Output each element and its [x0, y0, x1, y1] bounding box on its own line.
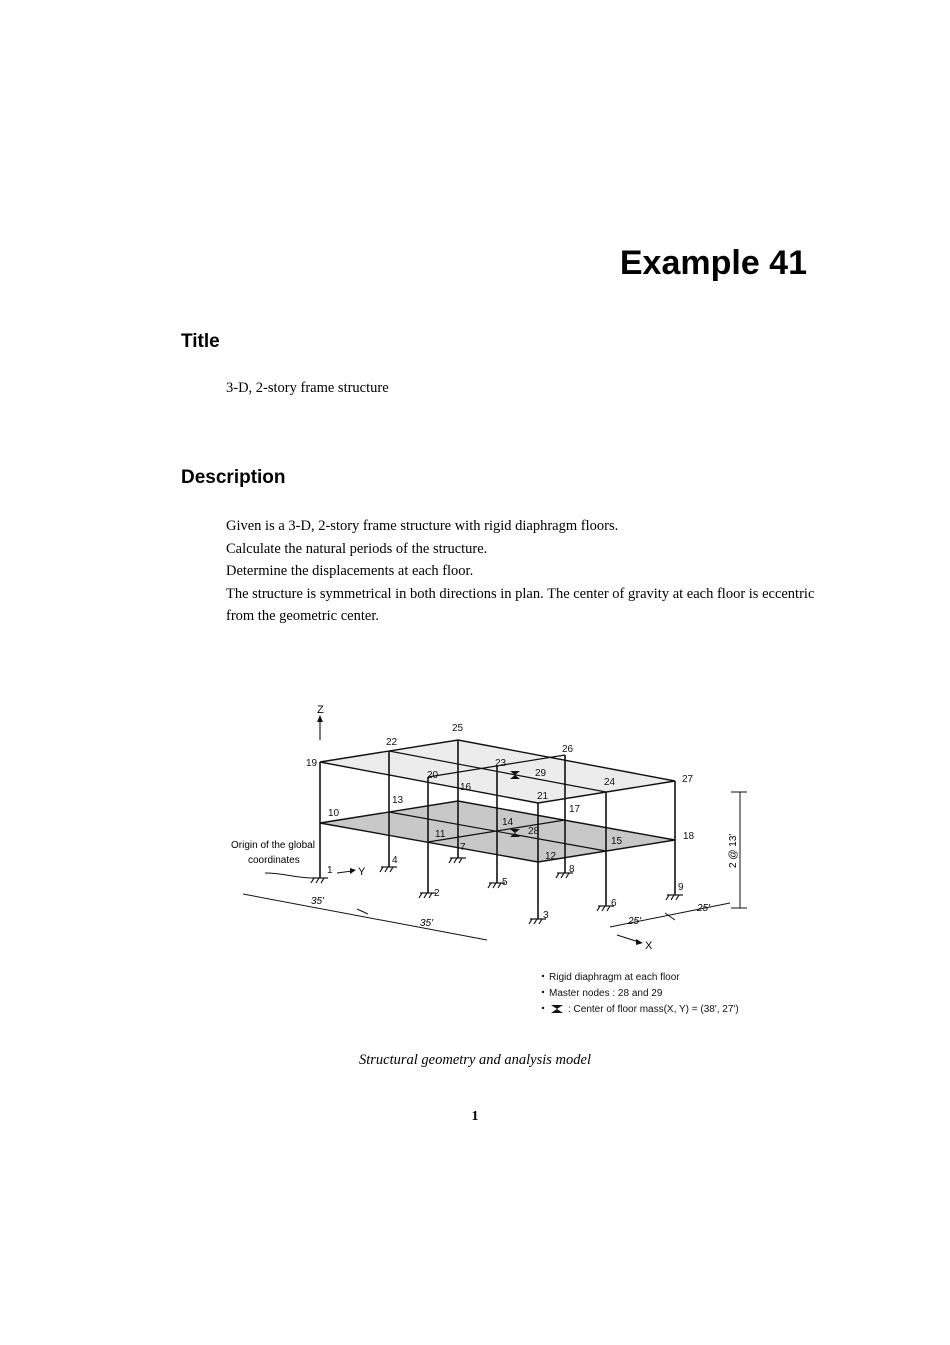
- node-label: 5: [502, 877, 508, 888]
- node-label: 2: [434, 888, 440, 899]
- node-label: 28: [528, 826, 540, 837]
- title-text: 3-D, 2-story frame structure: [226, 380, 389, 396]
- node-label: 7: [460, 842, 466, 853]
- origin-leader-line: [265, 873, 313, 878]
- node-label: 20: [427, 770, 439, 781]
- note-text: Master nodes : 28 and 29: [549, 988, 663, 999]
- page-title: Example 41: [619, 244, 807, 282]
- node-label: 24: [604, 777, 616, 788]
- node-label: 26: [562, 744, 574, 755]
- node-label: 11: [435, 829, 446, 840]
- node-label: 27: [682, 774, 694, 785]
- dimension-label: 25': [628, 916, 642, 927]
- description-line: Given is a 3-D, 2-story frame structure with rigid diaphragm floors.: [226, 518, 619, 534]
- node-label: 19: [306, 758, 318, 769]
- description-line: Calculate the natural periods of the structure.: [226, 540, 488, 557]
- node-label: 18: [683, 831, 695, 842]
- axis-label-z: Z: [317, 704, 324, 716]
- center-of-mass-icon: [551, 1005, 563, 1013]
- node-label: 16: [460, 782, 472, 793]
- node-label: 3: [543, 910, 549, 921]
- node-label: 29: [535, 768, 547, 779]
- node-label: 6: [611, 898, 617, 909]
- section-heading-description: Description: [181, 467, 286, 488]
- section-heading-title: Title: [181, 331, 220, 352]
- origin-label: Origin of the global: [231, 840, 315, 851]
- dimension-label: 35': [311, 896, 325, 907]
- structure-figure: [225, 695, 755, 1025]
- node-label: 8: [569, 864, 575, 875]
- page-number: 1: [471, 1109, 479, 1124]
- node-label: 13: [392, 795, 404, 806]
- axis-label-y: Y: [358, 866, 366, 878]
- node-label: 1: [327, 865, 333, 876]
- node-label: 21: [537, 791, 549, 802]
- node-label: 12: [545, 851, 557, 862]
- node-label: 10: [328, 808, 340, 819]
- node-label: 17: [569, 804, 581, 815]
- node-label: 23: [495, 758, 507, 769]
- description-body: [226, 515, 826, 628]
- note-text: Rigid diaphragm at each floor: [549, 972, 680, 983]
- node-label: 4: [392, 855, 398, 866]
- node-label: 22: [386, 737, 398, 748]
- axis-label-x: X: [645, 940, 653, 952]
- node-label: 15: [611, 836, 623, 847]
- node-label: 14: [502, 817, 514, 828]
- node-label: 25: [452, 723, 464, 734]
- dimension-label: 35': [420, 918, 434, 929]
- node-label: 9: [678, 882, 684, 893]
- dimension-label-height: 2 @ 13': [728, 833, 739, 868]
- description-line: The structure is symmetrical in both directions in plan. The center of gravity at each floor is eccentric from the geometric center.: [226, 585, 815, 624]
- description-line: Determine the displacements at each floor.: [226, 563, 474, 579]
- figure-notes: [542, 972, 739, 1015]
- note-text: : Center of floor mass(X, Y) = (38', 27'): [568, 1004, 739, 1015]
- figure-caption: Structural geometry and analysis model: [359, 1052, 591, 1068]
- origin-label: coordinates: [248, 855, 300, 866]
- dimension-label: 25': [697, 903, 711, 914]
